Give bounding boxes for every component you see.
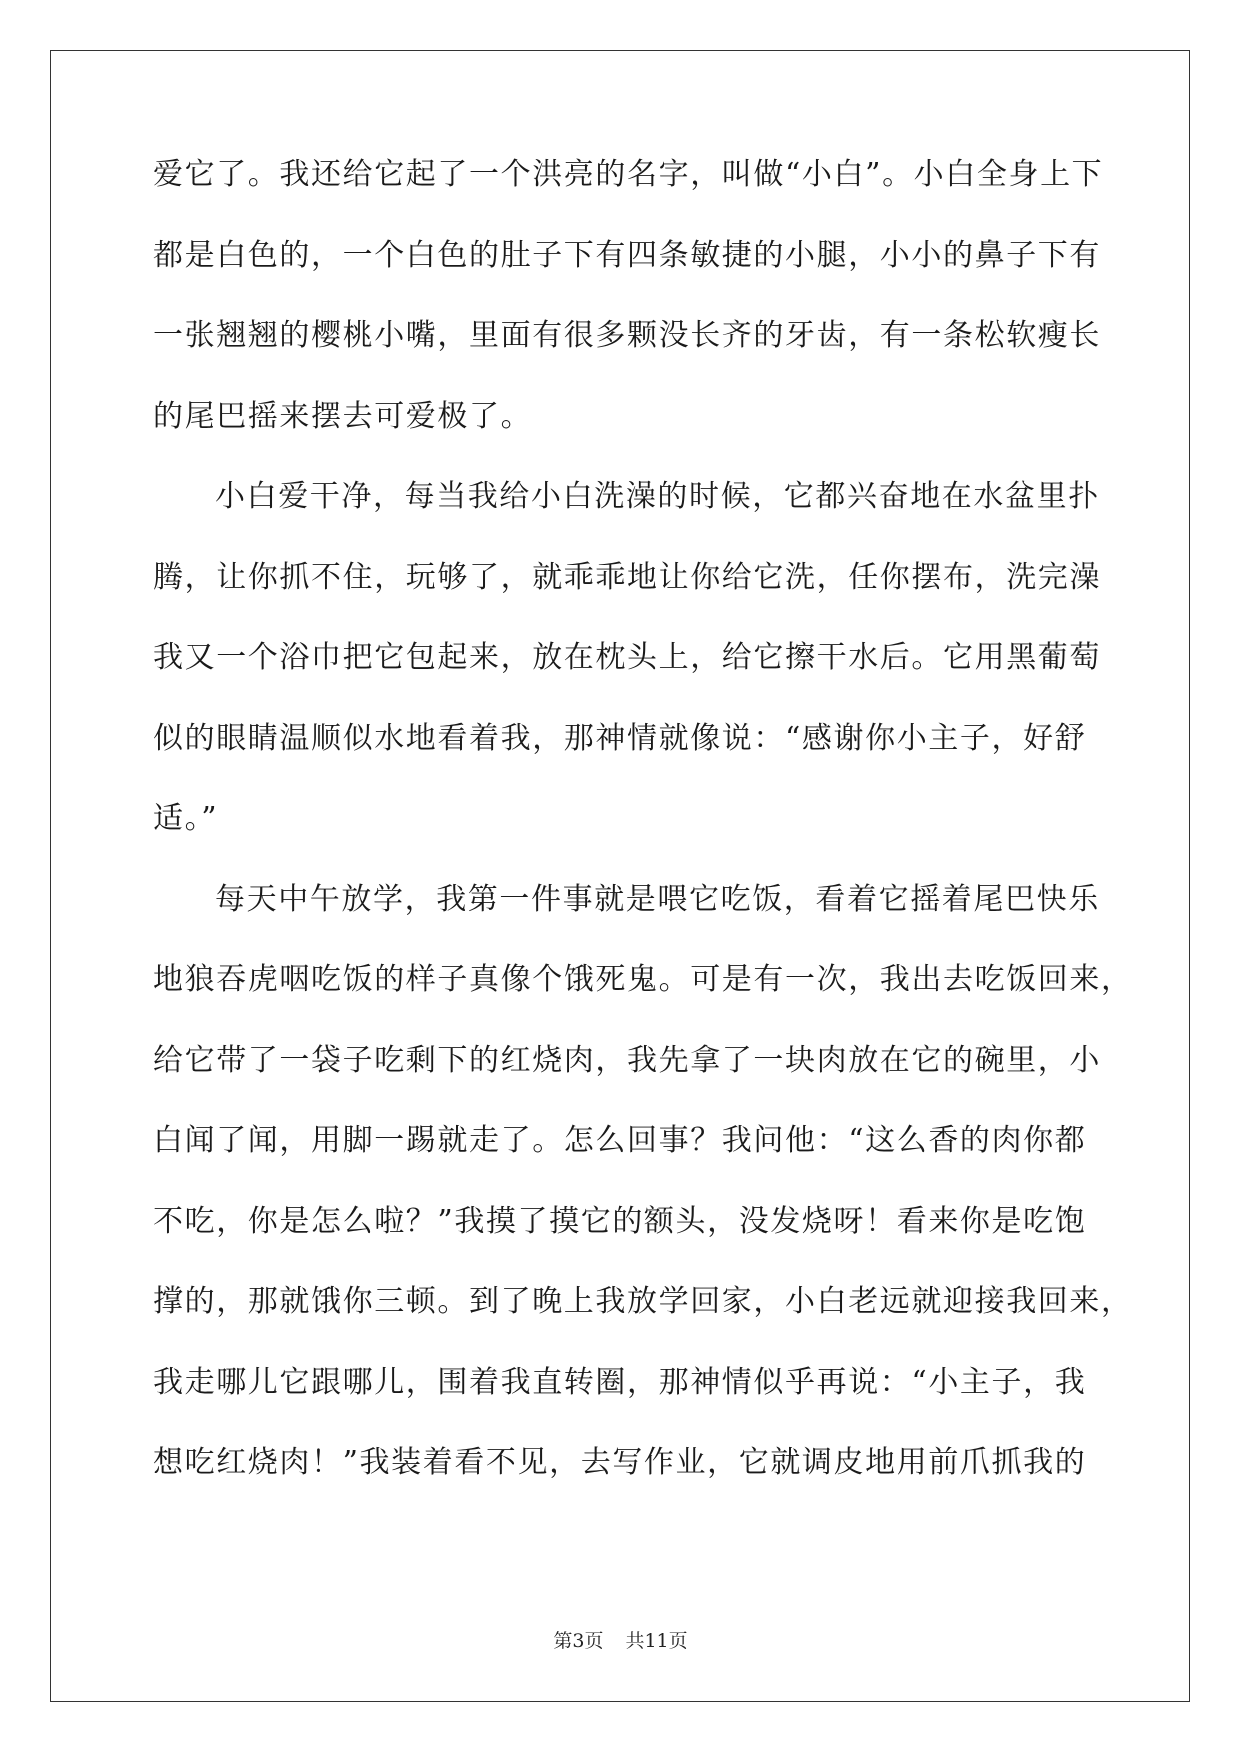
text-line: 的尾巴摇来摆去可爱极了。 — [153, 398, 533, 434]
text-line: 我走哪儿它跟哪儿，围着我直转圈，那神情似乎再说：“小主子，我 — [153, 1364, 1087, 1400]
text-line: 想吃红烧肉！”我装着看不见，去写作业，它就调皮地用前爪抓我的 — [153, 1445, 1087, 1480]
text-line: 似的眼睛温顺似水地看着我，那神情就像说：“感谢你小主子，好舒 — [153, 720, 1087, 756]
text-line: 都是白色的，一个白色的肚子下有四条敏捷的小腿，小小的鼻子下有 — [153, 237, 1101, 273]
document-body — [153, 157, 1133, 1529]
page-footer — [0, 1630, 1241, 1652]
text-line: 不吃，你是怎么啦？”我摸了摸它的额头，没发烧呀！看来你是吃饱 — [153, 1203, 1087, 1239]
page-total: 共11页 — [625, 1630, 688, 1652]
text-line: 白闻了闻，用脚一踢就走了。怎么回事？我问他：“这么香的肉你都 — [153, 1123, 1087, 1158]
text-line: 我又一个浴巾把它包起来，放在枕头上，给它擦干水后。它用黑葡萄 — [153, 640, 1101, 675]
text-line: 适。” — [153, 801, 219, 836]
text-line: 给它带了一袋子吃剩下的红烧肉，我先拿了一块肉放在它的碗里，小 — [153, 1042, 1101, 1078]
text-line: 撑的，那就饿你三顿。到了晚上我放学回家，小白老远就迎接我回来， — [153, 1284, 1133, 1319]
text-line: 每天中午放学，我第一件事就是喂它吃饭，看着它摇着尾巴快乐 — [215, 881, 1100, 917]
text-line: 地狼吞虎咽吃饭的样子真像个饿死鬼。可是有一次，我出去吃饭回来， — [153, 962, 1133, 997]
text-line: 腾，让你抓不住，玩够了，就乖乖地让你给它洗，任你摆布，洗完澡 — [153, 559, 1101, 595]
page-number: 第3页 — [553, 1630, 604, 1652]
text-line: 一张翘翘的樱桃小嘴，里面有很多颗没长齐的牙齿，有一条松软瘦长 — [153, 318, 1101, 353]
text-line: 小白爱干净，每当我给小白洗澡的时候，它都兴奋地在水盆里扑 — [215, 479, 1100, 514]
text-line: 爱它了。我还给它起了一个洪亮的名字，叫做“小白”。小白全身上下 — [153, 157, 1104, 192]
